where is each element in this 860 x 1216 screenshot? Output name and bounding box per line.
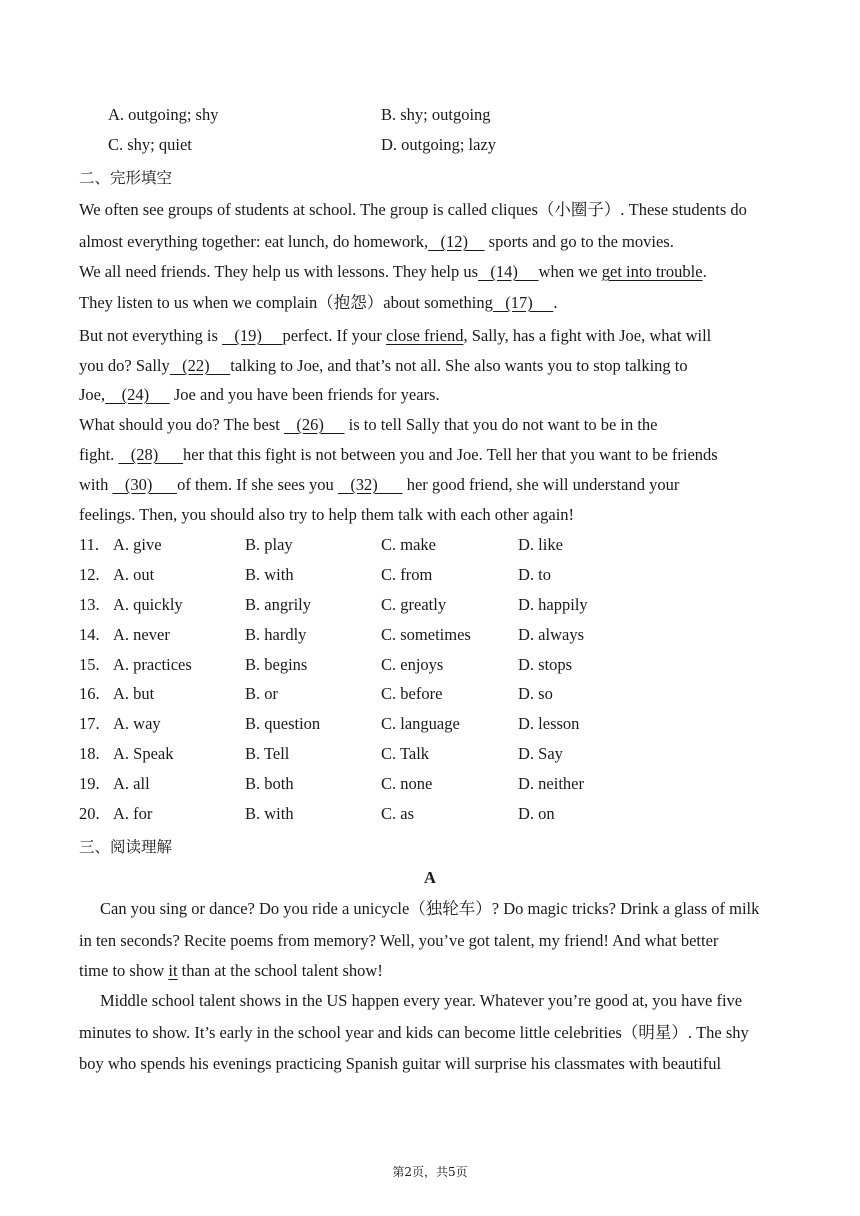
passage-line: Middle school talent shows in the US happen every year. Whatever you’re good at, you have five	[100, 991, 743, 1010]
choice-d: D. on	[518, 804, 555, 823]
question-row	[0, 714, 860, 734]
passage-text: Joe and you have been friends for years.	[169, 385, 440, 404]
option-c: C. shy; quiet	[108, 135, 192, 154]
choice-b: B. hardly	[245, 625, 307, 644]
underlined-phrase: close friend	[386, 326, 464, 345]
passage-line	[79, 356, 688, 376]
blank-30: (30)	[112, 475, 178, 494]
question-number: 13.	[79, 595, 100, 614]
passage-text: her that this fight is not between you and Joe. Tell her that you want to be friends	[183, 445, 718, 464]
question-row	[0, 744, 860, 764]
choice-b: B. play	[245, 535, 293, 554]
choice-c: C. Talk	[381, 744, 430, 763]
choice-b: B. or	[245, 684, 278, 703]
choice-b: B. with	[245, 804, 294, 823]
passage-line	[79, 293, 557, 313]
passage-line	[79, 475, 679, 495]
question-number: 17.	[79, 714, 100, 733]
choice-c: C. from	[381, 565, 433, 584]
question-number: 11.	[79, 535, 100, 554]
passage-line	[79, 385, 440, 405]
choice-a: A. give	[113, 535, 162, 554]
choice-a: A. way	[113, 714, 161, 733]
choice-b: B. begins	[245, 655, 308, 674]
choice-a: A. never	[113, 625, 170, 644]
blank-19: (19)	[222, 326, 283, 345]
choice-b: B. question	[245, 714, 321, 733]
passage-text: talking to Joe, and that’s not all. She also wants you to stop talking to	[230, 356, 688, 375]
question-row	[0, 565, 860, 585]
passage-text: But not everything is	[79, 326, 222, 345]
passage-text: fight.	[79, 445, 119, 464]
choice-a: A. out	[113, 565, 155, 584]
question-row	[0, 625, 860, 645]
choice-d: D. like	[518, 535, 563, 554]
option-a: A. outgoing; shy	[108, 105, 219, 124]
question-number: 16.	[79, 684, 100, 703]
question-number: 15.	[79, 655, 100, 674]
passage-text: you do? Sally	[79, 356, 170, 375]
blank-24: (24)	[105, 385, 170, 404]
blank-32: (32)	[337, 475, 403, 494]
question-row	[0, 655, 860, 675]
passage-line	[79, 326, 711, 346]
choice-a: A. practices	[113, 655, 192, 674]
passage-text: What should you do? The best	[79, 415, 284, 434]
passage-line	[79, 232, 674, 252]
choice-d: D. to	[518, 565, 551, 584]
passage-line	[79, 415, 658, 435]
question-number: 19.	[79, 774, 100, 793]
question-row	[0, 684, 860, 704]
blank-17: (17)	[492, 293, 554, 312]
choice-b: B. Tell	[245, 744, 290, 763]
passage-line	[79, 262, 707, 282]
choice-c: C. before	[381, 684, 443, 703]
choice-c: C. none	[381, 774, 433, 793]
question-number: 20.	[79, 804, 100, 823]
page-footer: 第2页，共5页	[392, 1165, 468, 1179]
passage-line	[79, 445, 718, 465]
question-number: 18.	[79, 744, 100, 763]
option-d: D. outgoing; lazy	[381, 135, 497, 154]
passage-line: boy who spends his evenings practicing Spanish guitar will surprise his classmates with beautiful	[79, 1054, 722, 1073]
passage-text: time to show	[79, 961, 169, 980]
choice-b: B. both	[245, 774, 294, 793]
choice-d: D. happily	[518, 595, 588, 614]
blank-22: (22)	[169, 356, 231, 375]
choice-a: A. for	[113, 804, 153, 823]
choice-c: C. sometimes	[381, 625, 471, 644]
passage-line: feelings. Then, you should also try to help them talk with each other again!	[79, 505, 575, 524]
passage-text: of them. If she sees you	[177, 475, 338, 494]
choice-c: C. enjoys	[381, 655, 444, 674]
passage-text: They listen to us when we complain（抱怨）about something	[79, 293, 493, 312]
passage-text: .	[553, 293, 558, 312]
blank-12: (12)	[428, 232, 485, 251]
choice-a: A. quickly	[113, 595, 183, 614]
choice-d: D. stops	[518, 655, 573, 674]
passage-text: when we	[538, 262, 602, 281]
question-row	[0, 774, 860, 794]
passage-text: with	[79, 475, 113, 494]
passage-text: perfect. If your	[282, 326, 387, 345]
blank-26: (26)	[284, 415, 345, 434]
choice-c: C. as	[381, 804, 414, 823]
question-number: 14.	[79, 625, 100, 644]
passage-text: than at the school talent show!	[177, 961, 383, 980]
passage-line	[79, 961, 383, 981]
underlined-phrase: get into trouble	[601, 262, 703, 281]
blank-14: (14)	[478, 262, 539, 281]
section-heading-cloze: 二、完形填空	[79, 169, 173, 187]
passage-line: We often see groups of students at school. The group is called cliques（小圈子）. These students do	[79, 200, 747, 219]
option-b: B. shy; outgoing	[381, 105, 491, 124]
passage-text: We all need friends. They help us with lessons. They help us	[79, 262, 479, 281]
choice-d: D. Say	[518, 744, 563, 763]
question-row	[0, 804, 860, 824]
section-heading-reading: 三、阅读理解	[79, 838, 173, 856]
choice-d: D. lesson	[518, 714, 580, 733]
passage-text: , Sally, has a fight with Joe, what will	[463, 326, 712, 345]
passage-a-title: A	[424, 868, 436, 887]
passage-text: .	[702, 262, 707, 281]
passage-text: almost everything together: eat lunch, do homework,	[79, 232, 429, 251]
choice-a: A. Speak	[113, 744, 174, 763]
question-number: 12.	[79, 565, 100, 584]
choice-c: C. greatly	[381, 595, 447, 614]
passage-text: is to tell Sally that you do not want to be in the	[344, 415, 658, 434]
choice-d: D. so	[518, 684, 553, 703]
passage-line: Can you sing or dance? Do you ride a unicycle（独轮车）? Do magic tricks? Drink a glass of milk	[100, 899, 760, 918]
choice-b: B. angrily	[245, 595, 311, 614]
passage-line: minutes to show. It’s early in the school year and kids can become little celebrities（明星）. The shy	[79, 1023, 749, 1042]
passage-text: Joe,	[79, 385, 106, 404]
choice-d: D. always	[518, 625, 584, 644]
choice-d: D. neither	[518, 774, 584, 793]
passage-text: her good friend, she will understand your	[402, 475, 680, 494]
blank-28: (28)	[118, 445, 184, 464]
choice-c: C. make	[381, 535, 436, 554]
choice-a: A. all	[113, 774, 150, 793]
choice-a: A. but	[113, 684, 155, 703]
choice-b: B. with	[245, 565, 294, 584]
passage-line: in ten seconds? Recite poems from memory? Well, you’ve got talent, my friend! And what better	[79, 931, 719, 950]
question-row	[0, 535, 860, 555]
underlined-word: it	[168, 961, 178, 980]
choice-c: C. language	[381, 714, 460, 733]
passage-text: sports and go to the movies.	[484, 232, 674, 251]
question-row	[0, 595, 860, 615]
